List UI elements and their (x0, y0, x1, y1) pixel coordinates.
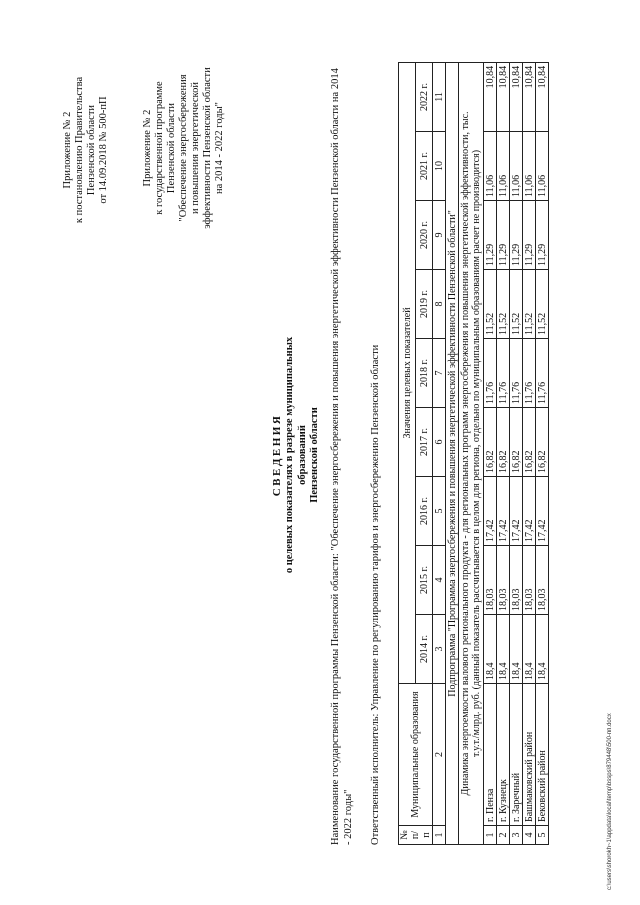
row-num: 5 (536, 826, 549, 845)
value-cell: 18,4 (484, 615, 497, 684)
value-cell: 17,42 (484, 477, 497, 546)
value-cell: 16,82 (523, 408, 536, 477)
appendix-line: Пензенской области (86, 104, 97, 196)
value-cell: 10,84 (497, 62, 510, 131)
appendix-line: Пензенской области (166, 102, 177, 194)
value-cell: 18,03 (523, 546, 536, 615)
column-number: 7 (433, 339, 446, 408)
table-row (497, 62, 510, 844)
subprogram-row (446, 62, 459, 844)
header-num: № п/п (399, 826, 433, 845)
municipality-name: Бековский район (536, 684, 549, 826)
value-cell: 16,82 (510, 408, 523, 477)
value-cell: 11,76 (497, 339, 510, 408)
header-year: 2019 г. (416, 270, 433, 339)
value-cell: 18,4 (510, 615, 523, 684)
value-cell: 11,52 (523, 270, 536, 339)
value-cell: 11,76 (536, 339, 549, 408)
value-cell: 10,84 (523, 62, 536, 131)
title-subtitle: о целевых показателях в разрезе муниципальных образований (284, 336, 308, 574)
value-cell: 11,52 (510, 270, 523, 339)
appendix-line: к постановлению Правительства (74, 76, 85, 224)
appendix-line: от 14.09.2018 № 500-пП (98, 96, 109, 204)
table-row (510, 62, 523, 844)
value-cell: 11,52 (536, 270, 549, 339)
municipality-name: г. Пенза (484, 684, 497, 826)
appendix-line: "Обеспечение энергосбережения (178, 74, 189, 222)
header-year: 2021 г. (416, 132, 433, 201)
value-cell: 16,82 (536, 408, 549, 477)
value-cell: 11,29 (536, 201, 549, 270)
value-cell: 11,06 (510, 132, 523, 201)
header-year: 2014 г. (416, 615, 433, 684)
column-number: 11 (433, 62, 446, 131)
value-cell: 11,06 (536, 132, 549, 201)
indicators-table (398, 62, 549, 845)
value-cell: 11,06 (497, 132, 510, 201)
header-year: 2020 г. (416, 201, 433, 270)
row-num: 2 (497, 826, 510, 845)
indicator-row (459, 62, 484, 844)
municipality-name: Башмаковский район (523, 684, 536, 826)
appendix-line: эффективности Пензенской области (202, 67, 213, 229)
subprogram-title: Подпрограмма "Программа энергосбережения и повышения энергетической эффективности Пензенской области" (446, 62, 459, 844)
column-number: 3 (433, 615, 446, 684)
value-cell: 11,29 (523, 201, 536, 270)
appendix-line: Приложение № 2 (142, 109, 153, 187)
value-cell: 17,42 (497, 477, 510, 546)
value-cell: 11,76 (510, 339, 523, 408)
appendix-line: и повышения энергетической (190, 82, 201, 214)
value-cell: 17,42 (510, 477, 523, 546)
table-row (536, 62, 549, 844)
value-cell: 10,84 (510, 62, 523, 131)
value-cell: 11,29 (510, 201, 523, 270)
program-appendix (142, 53, 226, 243)
header-year: 2015 г. (416, 546, 433, 615)
table-row (484, 62, 497, 844)
row-num: 3 (510, 826, 523, 845)
table-header-row (399, 62, 416, 844)
value-cell: 17,42 (536, 477, 549, 546)
column-numbers-row (433, 62, 446, 844)
column-number: 4 (433, 546, 446, 615)
title-region: Пензенской области (309, 407, 320, 503)
document-file-path: c:\users\shorokh~1\appdata\local\temp\bssps\879448\500-пп.docx (607, 713, 613, 890)
municipality-name: г. Кузнецк (497, 684, 510, 826)
program-name: Наименование государственной программы Пензенской области: "Обеспечение энергосбережения и повышения энергетической эффективности Пензенской области на 2014 - 2022 годы" (330, 68, 354, 845)
value-cell: 11,29 (497, 201, 510, 270)
value-cell: 18,4 (536, 615, 549, 684)
value-cell: 16,82 (497, 408, 510, 477)
value-cell: 11,29 (484, 201, 497, 270)
value-cell: 11,76 (523, 339, 536, 408)
value-cell: 18,4 (523, 615, 536, 684)
header-year: 2018 г. (416, 339, 433, 408)
value-cell: 18,4 (497, 615, 510, 684)
value-cell: 16,82 (484, 408, 497, 477)
column-number: 5 (433, 477, 446, 546)
appendix-line: к государственной программе (154, 81, 165, 215)
column-number: 1 (433, 826, 446, 845)
header-municipality: Муниципальные образования (399, 684, 433, 826)
document-title (271, 335, 322, 575)
appendix-line: на 2014 - 2022 годы" (214, 102, 225, 194)
column-number: 8 (433, 270, 446, 339)
value-cell: 11,52 (484, 270, 497, 339)
header-year: 2017 г. (416, 408, 433, 477)
value-cell: 11,06 (484, 132, 497, 201)
row-num: 1 (484, 826, 497, 845)
column-number: 10 (433, 132, 446, 201)
header-year: 2022 г. (416, 62, 433, 131)
value-cell: 10,84 (484, 62, 497, 131)
value-cell: 11,52 (497, 270, 510, 339)
appendix-line: Приложение № 2 (62, 111, 73, 189)
title-main: СВЕДЕНИЯ (271, 413, 283, 497)
value-cell: 11,76 (484, 339, 497, 408)
government-decree-appendix (62, 75, 110, 225)
value-cell: 10,84 (536, 62, 549, 131)
value-cell: 18,03 (510, 546, 523, 615)
value-cell: 18,03 (536, 546, 549, 615)
value-cell: 11,06 (523, 132, 536, 201)
column-number: 9 (433, 201, 446, 270)
value-cell: 17,42 (523, 477, 536, 546)
table-row (523, 62, 536, 844)
value-cell: 18,03 (484, 546, 497, 615)
column-number: 6 (433, 408, 446, 477)
row-num: 4 (523, 826, 536, 845)
header-year: 2016 г. (416, 477, 433, 546)
municipality-name: г. Заречный (510, 684, 523, 826)
header-values-group: Значения целевых показателей (399, 62, 416, 683)
value-cell: 18,03 (497, 546, 510, 615)
column-number: 2 (433, 684, 446, 826)
indicator-description: Динамика энергоемкости валового регионального продукта - для региональных программ энергосбережения и повышения энергетической эффективности, тыс. т.у.т./млрд. руб. (данный показатель рассчитывается в целом для региона, отдельно по муниципальным образованиям расчет не производится) (459, 62, 484, 844)
responsible-executor: Ответственный исполнитель: Управление по регулированию тарифов и энергосбережению Пензенской области (370, 344, 381, 845)
